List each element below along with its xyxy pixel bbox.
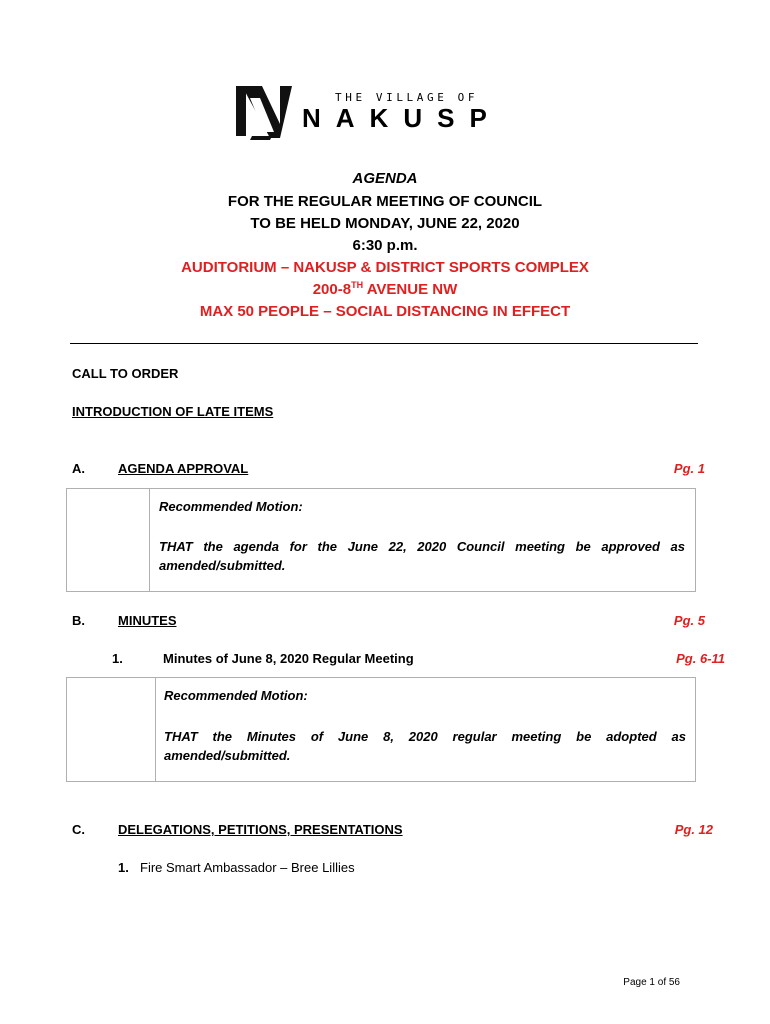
header-line-1: FOR THE REGULAR MEETING OF COUNCIL [227,193,543,210]
address-pre: 200-8 [312,281,352,298]
section-b-motion-line-1: THAT the Minutes of June 8, 2020 regular meeting be adopted as [164,729,686,744]
section-c-sub-title: Fire Smart Ambassador – Bree Lillies [140,860,355,875]
section-b-sub-number: 1. [112,651,123,666]
section-a-motion-line-1: THAT the agenda for the June 22, 2020 Council meeting be approved as [159,539,685,554]
section-b-title: MINUTES [118,613,177,628]
section-b-motion-label: Recommended Motion: [164,688,308,703]
late-items: INTRODUCTION OF LATE ITEMS [72,404,274,419]
section-b-motion-text [164,727,686,765]
section-b-sub-page: Pg. 6-11 [676,651,725,666]
header-line-2: TO BE HELD MONDAY, JUNE 22, 2020 [250,215,520,232]
header-line-3: 6:30 p.m. [352,237,418,254]
section-c-letter: C. [72,822,85,837]
section-b-page: Pg. 5 [673,613,705,628]
section-b-sub-title: Minutes of June 8, 2020 Regular Meeting [163,651,414,666]
address-sup: TH [351,280,364,290]
section-a-letter: A. [72,461,85,476]
header-notice: MAX 50 PEOPLE – SOCIAL DISTANCING IN EFFECT [199,303,571,320]
section-a-motion-line-2: amended/submitted. [159,558,286,573]
section-a-motion-label: Recommended Motion: [159,499,303,514]
call-to-order: CALL TO ORDER [72,366,179,381]
section-a-page: Pg. 1 [673,461,705,476]
logo-top-text: THE VILLAGE OF [335,91,479,104]
logo-main-text: NAKUSP [302,103,502,133]
section-c-sub-number: 1. [118,860,129,875]
motion-box-divider [155,678,156,781]
header-location: AUDITORIUM – NAKUSP & DISTRICT SPORTS COMPLEX [181,259,589,276]
section-a-motion-text [159,537,685,575]
section-c-page: Pg. 12 [674,822,713,837]
motion-box-divider [149,489,150,591]
header-address [0,281,770,298]
header-divider [70,343,698,344]
nakusp-n-logo-icon [236,84,296,140]
section-c-title: DELEGATIONS, PETITIONS, PRESENTATIONS [118,822,403,837]
section-a-title: AGENDA APPROVAL [118,461,249,476]
page-number: Page 1 of 56 [623,977,680,988]
section-b-motion-line-2: amended/submitted. [164,748,291,763]
agenda-title: AGENDA [352,170,418,187]
address-post: AVENUE NW [363,281,458,298]
section-b-letter: B. [72,613,85,628]
